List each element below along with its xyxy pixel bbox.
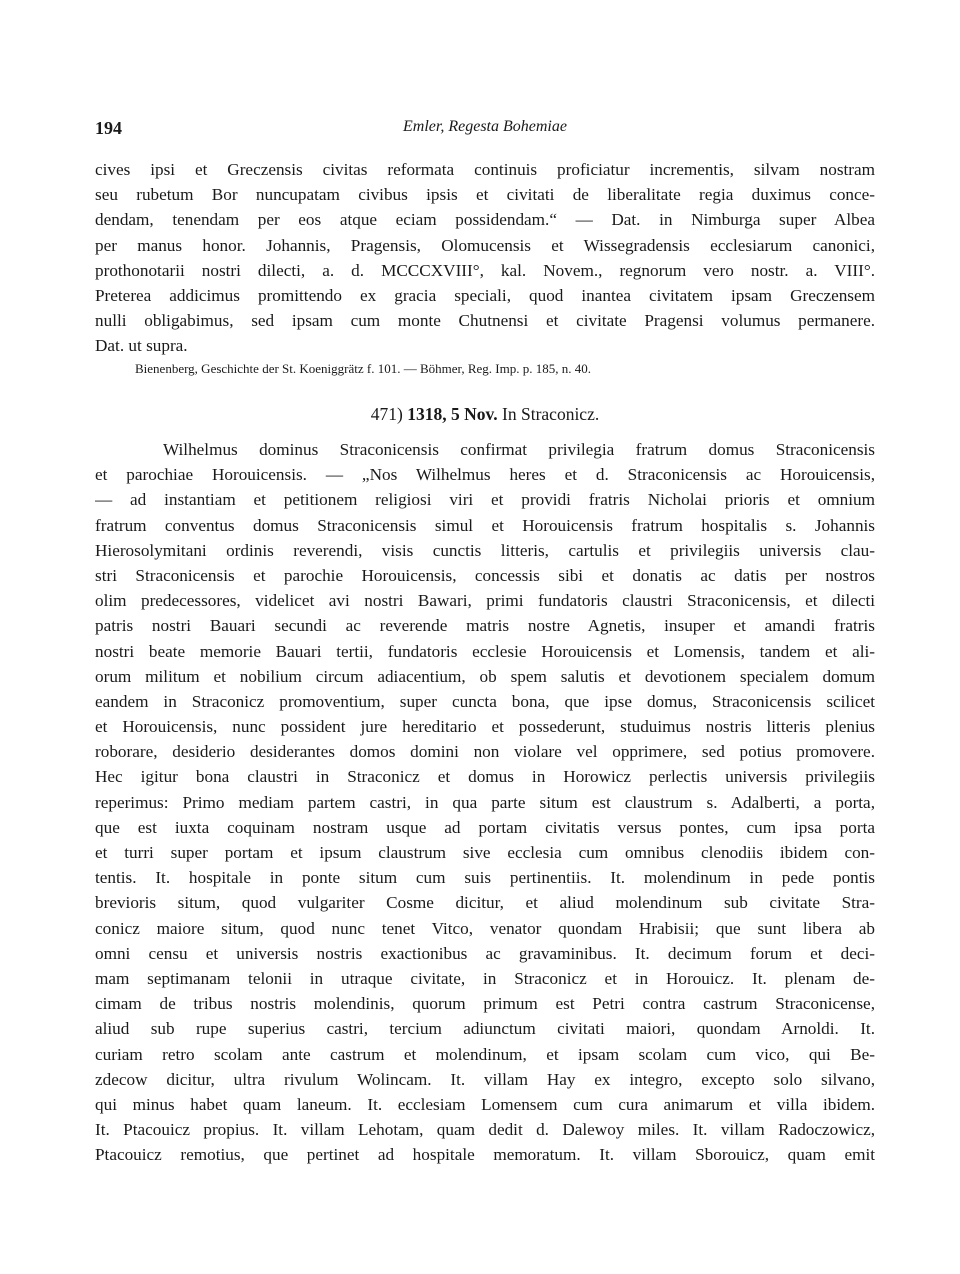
text-line: omni censu et universis nostris exactionibus ac gravaminibus. It. decimum forum et deci- — [95, 943, 875, 963]
text-line: Ptacouicz remotius, que pertinet ad hospitale memoratum. It. villam Sborouicz, quam emit — [95, 1145, 875, 1165]
text-line: qui minus habet quam laneum. It. ecclesiam Lomensem cum cura animarum et villa ibidem. — [95, 1094, 875, 1114]
text-line: conicz maiore situm, quod nunc tenet Vitco, venator quondam Hrabisii; que sunt libera ab — [95, 918, 875, 938]
text-line: nostri beate memorie Bauari tertii, fundatoris ecclesie Horouicensis et Lomensis, tandem et ali- — [95, 641, 875, 661]
text-line: orum militum et nobilium circum adiacentium, ob spem salutis et devotionem specialem domum — [95, 666, 875, 686]
text-line: fratrum conventus domus Straconicensis simul et Horouicensis fratrum hospitalis s. Johannis — [95, 515, 875, 535]
text-line: prothonotarii nostri dilecti, a. d. MCCCXVIII°, kal. Novem., regnorum vero nostr. a. VIII°. — [95, 260, 875, 280]
entry-heading — [95, 402, 875, 426]
running-head — [95, 118, 875, 142]
text-line: stri Straconicensis et parochie Horouicensis, concessis sibi et donatis ac datis per nostros — [95, 565, 875, 585]
text-line: mam septimanam telonii in utraque civitate, in Straconicz et in Horouicz. It. plenam de- — [95, 968, 875, 988]
text-line: curiam retro scolam ante castrum et molendinum, et ipsam scolam cum vico, qui Be- — [95, 1044, 875, 1064]
entry-summary — [95, 437, 875, 487]
text-line: patris nostri Bauari secundi ac reverende matris nostre Agnetis, insuper et amandi fratris — [95, 616, 875, 636]
text-line: aliud sub rupe superius castri, tercium adiunctum civitati maiori, quondam Arnoldi. It. — [95, 1019, 875, 1039]
text-line: et turri super portam et ipsum claustrum sive ecclesia cum omnibus clenodiis ibidem con- — [95, 843, 875, 863]
text-line: que est iuxta coquinam nostram usque ad portam civitatis versus pontes, cum ipsa porta — [95, 817, 875, 837]
text-line: olim predecessores, videlicet avi nostri Bawari, primi fundatoris claustri Straconicensis, et dilecti — [95, 591, 875, 611]
text-line: eandem in Straconicz promoventium, super cuncta bona, que ipse domus, Straconicensis scilicet — [95, 691, 875, 711]
text-line: roborare, desiderio desiderantes domos domini non violare vel opprimere, sed potius promovere. — [95, 742, 875, 762]
entry-date: 1318, 5 Nov. — [407, 404, 498, 424]
entry-body — [95, 487, 875, 1167]
text-line: It. Ptacouicz propius. It. villam Lehotam, quam dedit d. Dalewoy miles. It. villam Radoczowicz, — [95, 1120, 875, 1140]
entry-number: 471) — [370, 404, 403, 424]
text-line: reperimus: Primo mediam partem castri, in qua parte situm est claustrum s. Adalberti, a porta, — [95, 792, 875, 812]
text-line: dendam, tenendam per eos atque eciam possidendam.“ — Dat. in Nimburga super Albea — [95, 210, 875, 230]
text-line: brevioris situm, quod vulgariter Cosme dicitur, et aliud molendinum sub civitate Stra- — [95, 893, 875, 913]
summary-line: et parochiae Horouicensis. — „Nos Wilhelmus heres et d. Straconicensis ac Horouicensis, — [95, 465, 875, 485]
text-line: tentis. It. hospitale in ponte situm cum suis pertinentiis. It. molendinum in pede pontis — [95, 868, 875, 888]
text-line: Hierosolymitani ordinis reverendi, visis cunctis litteris, cartulis et privilegiis universis clau- — [95, 540, 875, 560]
text-line: cives ipsi et Greczensis civitas reformata continuis proficiatur incrementis, silvam nostram — [95, 160, 875, 179]
source-citation: Bienenberg, Geschichte der St. Koeniggrätz f. 101. — Böhmer, Reg. Imp. p. 185, n. 40. — [135, 360, 591, 376]
text-line: zdecow dicitur, ultra rivulum Wolincam. It. villam Hay ex integro, excepto solo silvano, — [95, 1069, 875, 1089]
text-line: cimam de tribus nostris molendinis, quorum primum est Petri contra castrum Straconicense, — [95, 994, 875, 1014]
running-title: Emler, Regesta Bohemiae — [403, 118, 567, 135]
text-line: Dat. ut supra. — [95, 336, 188, 356]
text-line: Hec igitur bona claustri in Straconicz et domus in Horowicz perlectis universis privilegiis — [95, 767, 875, 787]
page-number: 194 — [95, 118, 122, 138]
text-line: per manus honor. Johannis, Pragensis, Olomucensis et Wissegradensis ecclesiarum canonici, — [95, 235, 875, 255]
text-line: seu rubetum Bor nuncupatam civibus ipsis et civitati de liberalitate regia duximus conce- — [95, 185, 875, 205]
text-line: — ad instantiam et petitionem religiosi viri et providi fratris Nicholai prioris et omnium — [95, 490, 875, 510]
text-line: Preterea addicimus promittendo ex gracia speciali, quod inantea civitatem ipsam Greczensem — [95, 285, 875, 305]
text-line: et Horouicensis, nunc possident jure hereditario et possederunt, studuimus nostris litteris plenius — [95, 717, 875, 737]
intro-text — [95, 157, 875, 379]
summary-line: Wilhelmus dominus Straconicensis confirmat privilegia fratrum domus Straconicensis — [163, 440, 875, 459]
entry-place: In Straconicz. — [502, 404, 600, 424]
text-line: nulli obligabimus, sed ipsam cum monte Chutnensi et civitate Pragensi volumus permanere. — [95, 311, 875, 331]
